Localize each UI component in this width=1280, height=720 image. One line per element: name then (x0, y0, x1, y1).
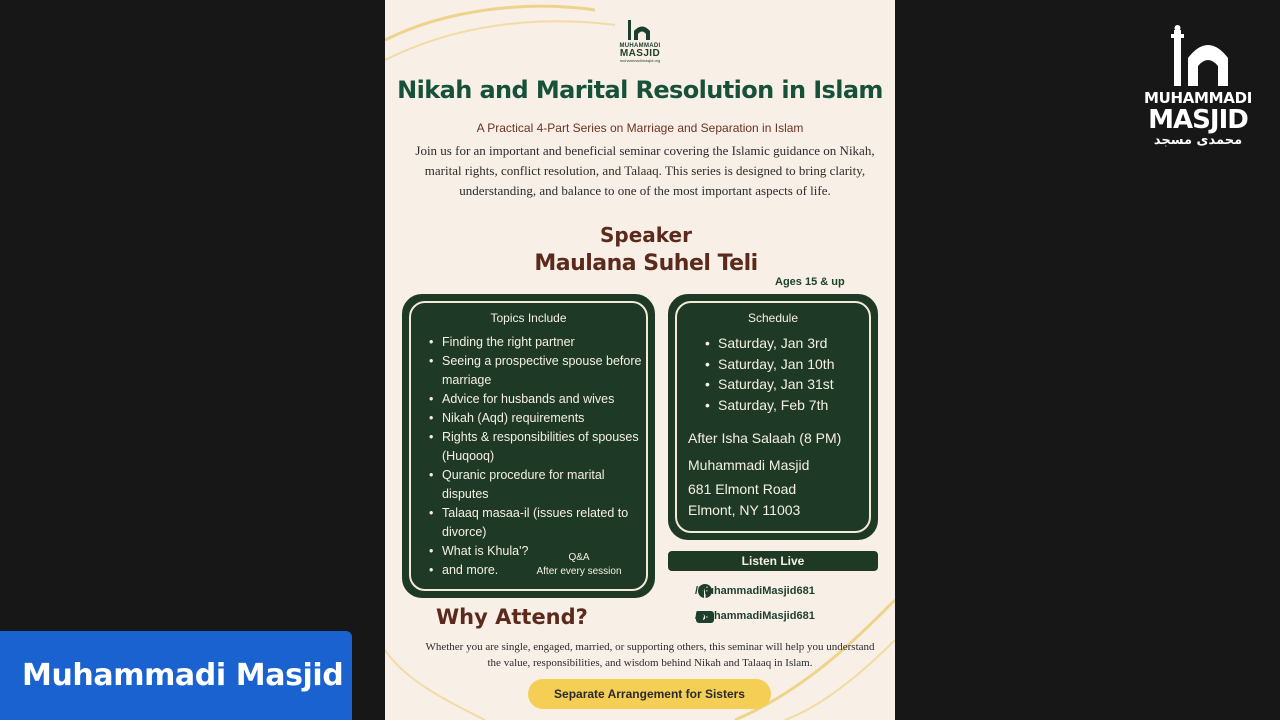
schedule-dates (718, 333, 868, 415)
poster-logo-sub: muhammadimasjid.org (619, 58, 661, 63)
topic-item: • Finding the right partner (442, 333, 642, 352)
schedule-venue: Muhammadi Masjid (688, 457, 810, 473)
topic-item: • and more. (442, 561, 642, 580)
qa-subtitle: After every session (536, 566, 622, 577)
schedule-date: • Saturday, Jan 10th (718, 354, 868, 375)
mosque-icon (625, 18, 655, 42)
schedule-time: After Isha Salaah (8 PM) (688, 430, 842, 446)
sisters-arrangement-badge: Separate Arrangement for Sisters (528, 679, 771, 709)
why-attend-heading: Why Attend? (436, 605, 588, 629)
speaker-name: Maulana Suhel Teli (534, 251, 758, 276)
poster-title: Nikah and Marital Resolution in Islam (397, 76, 883, 104)
topics-card (402, 294, 655, 598)
facebook-handle: /MuhammadiMasjid681 (695, 585, 815, 597)
schedule-address-2: Elmont, NY 11003 (688, 502, 801, 518)
listen-live-banner: Listen Live (668, 551, 878, 571)
speaker-label: Speaker (600, 223, 692, 247)
qa-note (519, 551, 639, 579)
topic-item: • Quranic procedure for marital disputes (442, 466, 642, 504)
schedule-heading: Schedule (747, 311, 799, 325)
topic-item: • Nikah (Aqd) requirements (442, 409, 642, 428)
topics-list (442, 333, 642, 580)
schedule-date: • Saturday, Feb 7th (718, 395, 868, 416)
schedule-address-1: 681 Elmont Road (688, 481, 797, 497)
channel-logo-top: MUHAMMADI (1143, 89, 1253, 107)
channel-logo (1140, 24, 1256, 148)
lower-third-name: Muhammadi Masjid (22, 658, 344, 693)
topic-item: • Talaaq masaa-il (issues related to divorce) (442, 504, 642, 542)
topic-item: • Rights & responsibilities of spouses (Huqooq) (442, 428, 642, 466)
poster-subtitle: A Practical 4-Part Series on Marriage and Separation in Islam (476, 121, 804, 135)
poster-logo-top: MUHAMMADI (619, 43, 661, 49)
channel-logo-bottom: MASJID (1148, 105, 1248, 135)
event-poster (385, 0, 895, 720)
schedule-date: • Saturday, Jan 31st (718, 374, 868, 395)
topics-heading: Topics Include (490, 311, 567, 325)
topic-item: • What is Khula'? (442, 542, 642, 561)
mosque-icon (1156, 24, 1240, 88)
youtube-handle: /MuhammadiMasjid681 (695, 610, 815, 622)
poster-logo (385, 18, 895, 63)
schedule-card (668, 294, 878, 540)
poster-logo-bottom: MASJID (619, 48, 661, 59)
topic-item: • Seeing a prospective spouse before marriage (442, 352, 642, 390)
topic-item: • Advice for husbands and wives (442, 390, 642, 409)
schedule-date: • Saturday, Jan 3rd (718, 333, 868, 354)
channel-logo-arabic: محمدی مسجد (1153, 133, 1243, 148)
why-attend-text: Whether you are single, engaged, married, or supporting others, this seminar will help you understand the value, responsibilities, and wisdom behind Nikah and Talaaq in Islam. (425, 641, 875, 669)
lower-third-banner (0, 631, 352, 720)
poster-intro: Join us for an important and beneficial seminar covering the Islamic guidance on Nikah, marital rights, conflict resolution, and Talaaq. This series is designed to bring clarity, understanding, and balance to one of the most important aspects of life. (415, 143, 875, 198)
ages-label: Ages 15 & up (775, 276, 845, 288)
qa-title: Q&A (568, 552, 590, 563)
